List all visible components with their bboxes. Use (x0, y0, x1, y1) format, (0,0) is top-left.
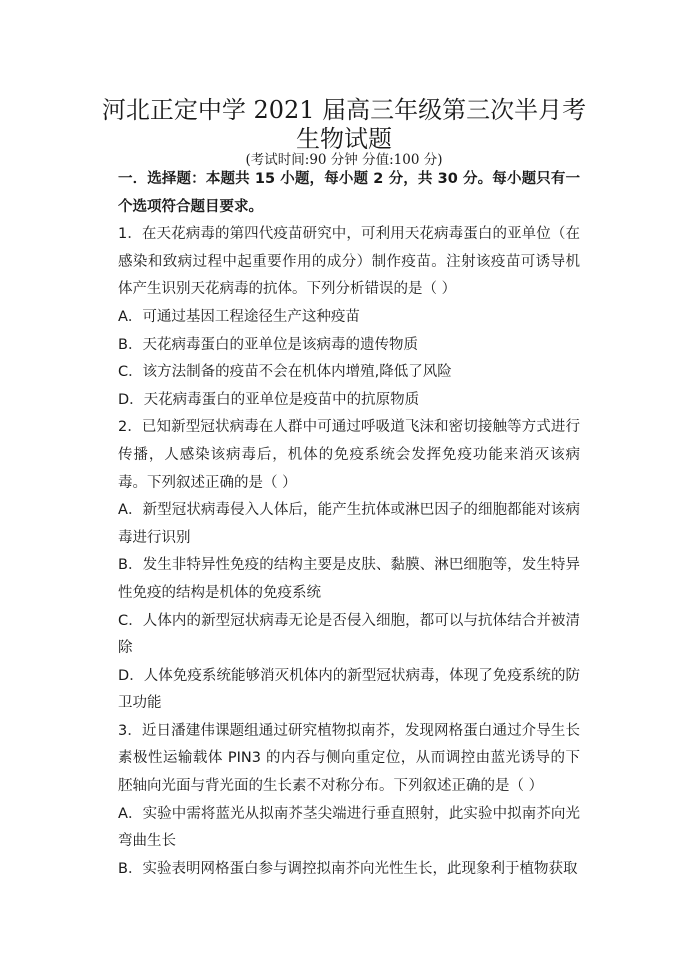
option-c: C．该方法制备的疫苗不会在机体内增殖,降低了风险 (118, 364, 452, 381)
subject-title: 生物试题 (296, 125, 392, 153)
question-stem: 1．在天花病毒的第四代疫苗研究中，可利用天花病毒蛋白的亚单位（在感染和致病过程中起重要作用的成分）制作疫苗。注射该疫苗可诱导机体产生识别天花病毒的抗体。下列分析错误的是（ ） (118, 226, 580, 298)
option-a: A．新型冠状病毒侵入人体后，能产生抗体或淋巴因子的细胞都能对该病毒进行识别 (118, 502, 580, 546)
question-3 (118, 718, 580, 884)
question-2 (118, 414, 580, 718)
question-1 (118, 221, 580, 414)
exam-info: (考试时间:90 分钟 分值:100 分) (245, 152, 443, 168)
section-heading: 一．选择题：本题共 15 小题，每小题 2 分，共 30 分。每小题只有一个选项符合题目要求。 (118, 171, 580, 215)
exam-content (118, 166, 580, 883)
option-d: D．人体免疫系统能够消灭机体内的新型冠状病毒，体现了免疫系统的防卫功能 (118, 667, 580, 712)
option-b: B．实验表明网格蛋白参与调控拟南芥向光性生长，此现象利于植物获取 (118, 860, 578, 877)
option-d: D．天花病毒蛋白的亚单位是疫苗中的抗原物质 (118, 391, 420, 408)
question-stem: 2．已知新型冠状病毒在人群中可通过呼吸道飞沫和密切接触等方式进行传播，人感染该病毒后，机体的免疫系统会发挥免疫功能来消灭该病毒。下列叙述正确的是（ ） (118, 419, 580, 491)
option-a: A．可通过基因工程途径生产这种疫苗 (118, 308, 360, 325)
option-b: B．发生非特异性免疫的结构主要是皮肤、黏膜、淋巴细胞等，发生特异性免疫的结构是机体的免疫系统 (118, 557, 580, 601)
question-stem: 3．近日潘建伟课题组通过研究植物拟南芥，发现网格蛋白通过介导生长素极性运输载体 PIN3 的内吞与侧向重定位，从而调控由蓝光诱导的下胚轴向光面与背光面的生长素不对称分布。下列叙述正确的是（ ） (118, 722, 580, 795)
option-b: B．天花病毒蛋白的亚单位是该病毒的遗传物质 (118, 336, 418, 353)
exam-title: 河北正定中学 2021 届高三年级第三次半月考 (101, 96, 587, 124)
option-c: C．人体内的新型冠状病毒无论是否侵入细胞，都可以与抗体结合并被清除 (118, 612, 580, 657)
option-a: A．实验中需将蓝光从拟南芥茎尖端进行垂直照射，此实验中拟南芥向光弯曲生长 (118, 805, 580, 850)
